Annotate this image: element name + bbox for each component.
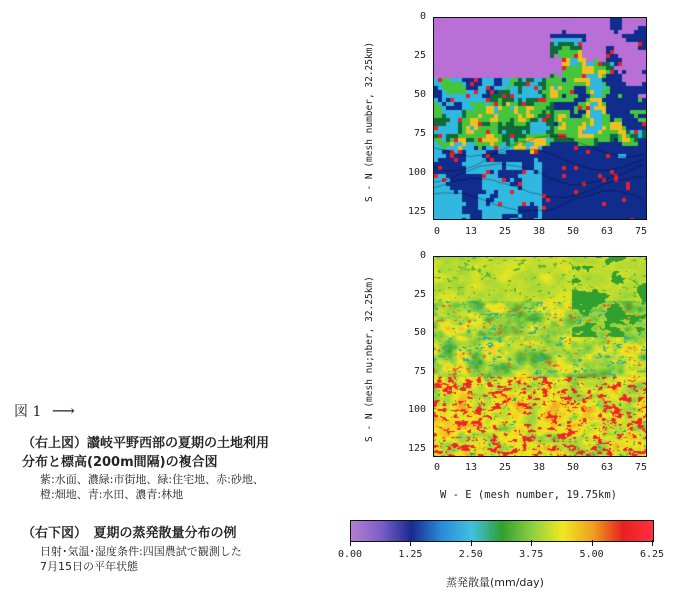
evapotranspiration-map-xtick-label: 50	[566, 462, 580, 473]
evapotranspiration-map-ytick-label: 0	[419, 250, 426, 261]
land-use-map-xtick-label: 63	[600, 226, 614, 237]
land-use-map-xtick-label: 25	[498, 226, 512, 237]
colorbar-gradient	[350, 520, 654, 542]
figure-number: 図 1	[14, 404, 42, 420]
land-use-map-xtick-label: 50	[566, 226, 580, 237]
land-use-map-xtick-label: 38	[532, 226, 546, 237]
evapotranspiration-map-ytick-label: 125	[407, 443, 426, 454]
colorbar-tick-mark	[471, 540, 472, 546]
evapotranspiration-map-ytick-label: 75	[413, 365, 426, 377]
caption-top-line1: （右上図）讃岐平野西部の夏期の土地利用	[22, 436, 270, 451]
figure-label	[14, 401, 75, 421]
caption-bottom-note1: 日射･気温･湿度条件:四国農試で観測した	[40, 545, 242, 558]
land-use-map-ytick-label: 125	[407, 206, 426, 217]
land-use-map-xtick-label: 0	[433, 226, 441, 237]
evapotranspiration-map-xtick-label: 13	[464, 462, 478, 473]
colorbar-tick-mark	[531, 540, 532, 546]
colorbar-tick-label: 6.25	[639, 549, 665, 560]
colorbar-tick-mark	[410, 540, 411, 546]
land-use-map	[433, 17, 647, 220]
colorbar-tick-label: 2.50	[458, 549, 483, 560]
land-use-map-ytick-label: 0	[419, 11, 426, 22]
colorbar-tick-label: 3.75	[519, 549, 544, 560]
caption-bottom-note2: 7月15日の平年状態	[40, 560, 138, 573]
caption-bottom-title: （右下図） 夏期の蒸発散量分布の例	[22, 526, 237, 541]
evapotranspiration-map-xtick-label: 0	[433, 462, 441, 473]
colorbar-tick-mark	[652, 540, 653, 546]
colorbar-tick-label: 0.00	[337, 549, 363, 560]
evapotranspiration-map-ytick-label: 100	[407, 404, 426, 416]
evapotranspiration-map-xlabel: W - E (mesh number, 19.75km)	[440, 489, 618, 501]
land-use-map-canvas	[434, 18, 646, 219]
colorbar-tick-mark	[592, 540, 593, 546]
colorbar-tick-mark	[350, 540, 351, 546]
evapotranspiration-map-ytick-label: 50	[413, 327, 426, 339]
colorbar-label: 蒸発散量(mm/day)	[446, 576, 544, 589]
evapotranspiration-map	[433, 256, 647, 457]
land-use-map-ytick-label: 100	[407, 167, 426, 178]
land-use-map-xtick-label: 13	[464, 226, 478, 237]
caption-top-line2: 分布と標高(200m間隔)の複合図	[22, 455, 218, 470]
caption-top-legend1: 紫:水面、濃緑:市街地、緑:住宅地、赤:砂地、	[40, 473, 264, 486]
land-use-map-ytick-label: 50	[413, 89, 426, 100]
land-use-map-ytick-label: 75	[413, 128, 426, 139]
evapotranspiration-map-ylabel: S - N (mesh nu;nber, 32.25km)	[364, 276, 375, 442]
evapotranspiration-map-xtick-label: 38	[532, 462, 546, 473]
caption-top-legend2: 橙:畑地、青:水田、濃青:林地	[40, 488, 184, 501]
evapotranspiration-map-canvas	[434, 257, 646, 456]
evapotranspiration-map-xtick-label: 63	[600, 462, 614, 473]
land-use-map-ytick-label: 25	[413, 50, 426, 61]
colorbar-tick-label: 1.25	[398, 549, 423, 560]
evapotranspiration-map-xtick-label: 75	[634, 462, 648, 473]
figure-arrow-icon: ⟶	[51, 401, 75, 420]
evapotranspiration-map-xtick-label: 25	[498, 462, 512, 473]
land-use-map-xtick-label: 75	[634, 226, 648, 237]
evapotranspiration-map-ytick-label: 25	[413, 288, 426, 300]
colorbar-tick-label: 5.00	[579, 549, 604, 560]
land-use-map-ylabel: S - N (mesh number, 32.25km)	[364, 41, 375, 202]
